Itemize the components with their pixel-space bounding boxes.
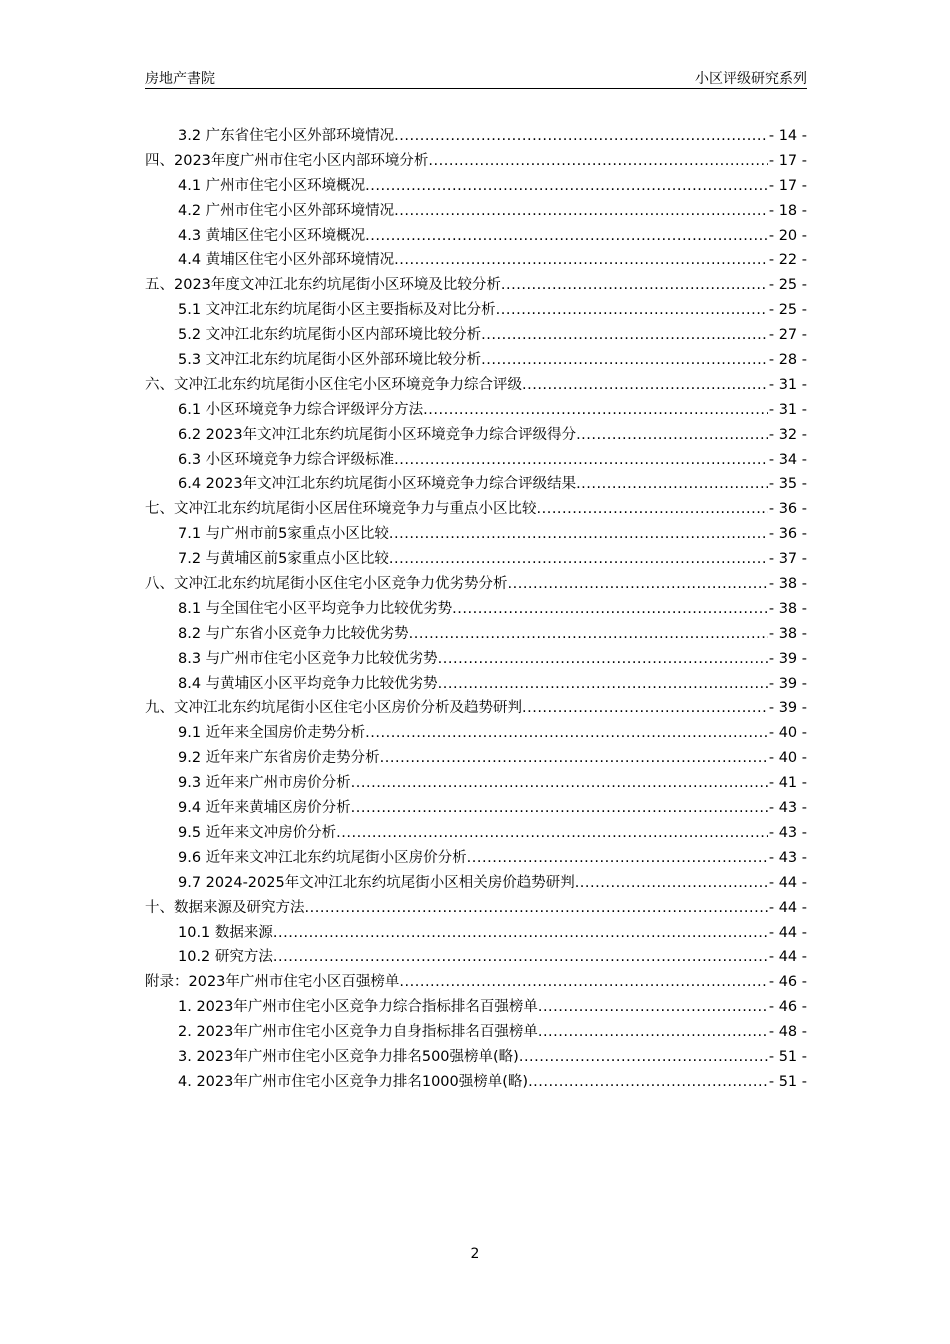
toc-entry-page: - 46 -: [768, 974, 807, 991]
toc-entry-page: - 43 -: [768, 800, 807, 817]
toc-entry-page: - 38 -: [768, 576, 807, 593]
toc-entry[interactable]: [145, 1020, 807, 1045]
toc-dot-leader: [496, 298, 768, 323]
toc-entry[interactable]: [145, 1070, 807, 1095]
toc-dot-leader: [528, 1070, 768, 1095]
toc-dot-leader: [501, 273, 768, 298]
toc-entry-title: 2. 2023年广州市住宅小区竞争力自身指标排名百强榜单: [178, 1024, 538, 1041]
toc-dot-leader: [467, 846, 768, 871]
toc-entry-page: - 43 -: [768, 824, 807, 841]
toc-entry-title: 4.4 黄埔区住宅小区外部环境情况: [178, 252, 395, 269]
toc-dot-leader: [365, 174, 768, 199]
header-series-title: 小区评级研究系列: [695, 71, 807, 87]
toc-entry-title: 10.1 数据来源: [178, 924, 273, 941]
toc-entry-title: 10.2 研究方法: [178, 949, 273, 966]
toc-entry-page: - 51 -: [768, 1073, 807, 1090]
toc-entry-page: - 20 -: [768, 227, 807, 244]
toc-entry-page: - 28 -: [768, 352, 807, 369]
toc-dot-leader: [428, 149, 767, 174]
toc-entry-page: - 38 -: [768, 600, 807, 617]
toc-entry-page: - 34 -: [768, 451, 807, 468]
toc-entry-title: 9.7 2024-2025年文冲江北东约坑尾街小区相关房价趋势研判: [178, 874, 575, 891]
toc-entry-page: - 44 -: [768, 949, 807, 966]
toc-entry[interactable]: [145, 522, 807, 547]
toc-entry[interactable]: [145, 373, 807, 398]
toc-entry-page: - 17 -: [768, 177, 807, 194]
toc-entry-page: - 18 -: [768, 202, 807, 219]
toc-entry-page: - 27 -: [768, 327, 807, 344]
toc-entry-title: 8.2 与广东省小区竞争力比较优劣势: [178, 625, 409, 642]
toc-entry-title: 附录：2023年广州市住宅小区百强榜单: [145, 974, 400, 991]
toc-dot-leader: [394, 448, 768, 473]
toc-dot-leader: [273, 945, 768, 970]
toc-entry-title: 9.3 近年来广州市房价分析: [178, 775, 351, 792]
toc-entry-title: 7.1 与广州市前5家重点小区比较: [178, 526, 389, 543]
toc-entry-title: 六、文冲江北东约坑尾街小区住宅小区环境竞争力综合评级: [145, 376, 522, 393]
toc-entry-page: - 38 -: [768, 625, 807, 642]
toc-entry[interactable]: [145, 846, 807, 871]
toc-entry[interactable]: [145, 497, 807, 522]
toc-entry-title: 5.3 文冲江北东约坑尾街小区外部环境比较分析: [178, 352, 482, 369]
toc-dot-leader: [423, 398, 768, 423]
toc-entry[interactable]: [145, 1045, 807, 1070]
toc-entry-page: - 40 -: [768, 750, 807, 767]
toc-entry-page: - 44 -: [768, 924, 807, 941]
toc-entry[interactable]: [145, 298, 807, 323]
toc-entry[interactable]: [145, 721, 807, 746]
toc-dot-leader: [351, 771, 768, 796]
toc-entry-page: - 37 -: [768, 551, 807, 568]
toc-dot-leader: [481, 323, 768, 348]
page-header: [145, 66, 807, 89]
toc-entry-page: - 25 -: [768, 302, 807, 319]
toc-dot-leader: [409, 622, 768, 647]
toc-entry-title: 四、2023年度广州市住宅小区内部环境分析: [145, 152, 429, 169]
toc-entry-page: - 32 -: [768, 426, 807, 443]
toc-entry-title: 九、文冲江北东约坑尾街小区住宅小区房价分析及趋势研判: [145, 700, 522, 717]
toc-entry-title: 3.2 广东省住宅小区外部环境情况: [178, 128, 395, 144]
toc-entry[interactable]: [145, 921, 807, 946]
toc-dot-leader: [438, 647, 768, 672]
toc-entry[interactable]: [145, 547, 807, 572]
toc-entry[interactable]: [145, 696, 807, 721]
toc-entry-page: - 25 -: [768, 277, 807, 294]
toc-dot-leader: [389, 547, 768, 572]
toc-entry-title: 4.2 广州市住宅小区外部环境情况: [178, 202, 395, 219]
toc-entry-page: - 44 -: [768, 899, 807, 916]
toc-entry-title: 7.2 与黄埔区前5家重点小区比较: [178, 551, 389, 568]
toc-entry[interactable]: [145, 647, 807, 672]
toc-dot-leader: [576, 472, 768, 497]
toc-entry-title: 八、文冲江北东约坑尾街小区住宅小区竞争力优劣势分析: [145, 576, 508, 593]
toc-entry-title: 十、数据来源及研究方法: [145, 899, 305, 916]
toc-dot-leader: [438, 672, 768, 697]
toc-entry-page: - 14 -: [768, 128, 807, 144]
toc-entry-page: - 46 -: [768, 999, 807, 1016]
toc-entry[interactable]: [145, 472, 807, 497]
toc-entry[interactable]: [145, 174, 807, 199]
toc-dot-leader: [394, 124, 768, 149]
toc-dot-leader: [351, 796, 768, 821]
toc-dot-leader: [394, 248, 768, 273]
toc-entry-title: 5.2 文冲江北东约坑尾街小区内部环境比较分析: [178, 327, 482, 344]
toc-entry-page: - 22 -: [768, 252, 807, 269]
header-publisher: 房地产書院: [145, 71, 215, 87]
toc-entry[interactable]: [145, 124, 807, 149]
toc-entry[interactable]: [145, 398, 807, 423]
toc-entry[interactable]: [145, 323, 807, 348]
toc-dot-leader: [389, 522, 768, 547]
toc-entry-title: 4. 2023年广州市住宅小区竞争力排名1000强榜单(略): [178, 1073, 529, 1090]
toc-entry[interactable]: [145, 348, 807, 373]
toc-entry-page: - 35 -: [768, 476, 807, 493]
toc-entry-title: 8.1 与全国住宅小区平均竞争力比较优劣势: [178, 600, 453, 617]
toc-dot-leader: [538, 1020, 768, 1045]
toc-entry[interactable]: [145, 448, 807, 473]
toc-entry-page: - 48 -: [768, 1024, 807, 1041]
toc-entry-page: - 40 -: [768, 725, 807, 742]
toc-entry[interactable]: [145, 995, 807, 1020]
toc-entry-title: 9.1 近年来全国房价走势分析: [178, 725, 366, 742]
toc-entry[interactable]: [145, 672, 807, 697]
toc-entry-page: - 31 -: [768, 401, 807, 418]
page-number: 2: [470, 1246, 480, 1262]
toc-dot-leader: [481, 348, 768, 373]
toc-dot-leader: [537, 497, 768, 522]
toc-entry-title: 3. 2023年广州市住宅小区竞争力排名500强榜单(略): [178, 1048, 519, 1065]
toc-entry[interactable]: [145, 796, 807, 821]
toc-entry-title: 4.3 黄埔区住宅小区环境概况: [178, 227, 366, 244]
toc-entry[interactable]: [145, 149, 807, 174]
toc-entry[interactable]: [145, 423, 807, 448]
toc-entry[interactable]: [145, 896, 807, 921]
toc-dot-leader: [380, 746, 768, 771]
toc-entry-page: - 41 -: [768, 775, 807, 792]
toc-entry-title: 9.2 近年来广东省房价走势分析: [178, 750, 380, 767]
toc-entry-title: 8.3 与广州市住宅小区竞争力比较优劣势: [178, 650, 438, 667]
toc-entry-title: 五、2023年度文冲江北东约坑尾街小区环境及比较分析: [145, 277, 501, 294]
toc-dot-leader: [508, 572, 768, 597]
toc-entry-title: 1. 2023年广州市住宅小区竞争力综合指标排名百强榜单: [178, 999, 538, 1016]
toc-entry[interactable]: [145, 821, 807, 846]
toc-dot-leader: [305, 896, 768, 921]
toc-dot-leader: [452, 597, 768, 622]
toc-entry[interactable]: [145, 771, 807, 796]
toc-entry-page: - 39 -: [768, 675, 807, 692]
toc-dot-leader: [394, 199, 768, 224]
toc-entry-title: 8.4 与黄埔区小区平均竞争力比较优劣势: [178, 675, 438, 692]
toc-entry[interactable]: [145, 224, 807, 249]
toc-dot-leader: [522, 373, 768, 398]
toc-entry-title: 6.4 2023年文冲江北东约坑尾街小区环境竞争力综合评级结果: [178, 476, 577, 493]
toc-dot-leader: [575, 871, 768, 896]
toc-entry[interactable]: [145, 273, 807, 298]
toc-entry-page: - 51 -: [768, 1048, 807, 1065]
toc-dot-leader: [273, 921, 768, 946]
toc-entry-page: - 39 -: [768, 700, 807, 717]
toc-entry[interactable]: [145, 199, 807, 224]
toc-entry[interactable]: [145, 572, 807, 597]
toc-entry[interactable]: [145, 622, 807, 647]
toc-dot-leader: [365, 224, 768, 249]
toc-entry-page: - 17 -: [768, 152, 807, 169]
toc-entry-page: - 44 -: [768, 874, 807, 891]
toc-entry-title: 七、文冲江北东约坑尾街小区居住环境竞争力与重点小区比较: [145, 501, 537, 518]
toc-dot-leader: [522, 696, 768, 721]
toc-dot-leader: [538, 995, 768, 1020]
table-of-contents: [145, 124, 807, 1095]
toc-entry-title: 4.1 广州市住宅小区环境概况: [178, 177, 366, 194]
toc-entry-title: 6.3 小区环境竞争力综合评级标准: [178, 451, 395, 468]
toc-entry-page: - 39 -: [768, 650, 807, 667]
toc-dot-leader: [336, 821, 768, 846]
toc-entry-page: - 36 -: [768, 526, 807, 543]
toc-dot-leader: [399, 970, 767, 995]
toc-entry-page: - 31 -: [768, 376, 807, 393]
toc-dot-leader: [365, 721, 768, 746]
toc-entry-title: 6.2 2023年文冲江北东约坑尾街小区环境竞争力综合评级得分: [178, 426, 577, 443]
toc-entry-title: 5.1 文冲江北东约坑尾街小区主要指标及对比分析: [178, 302, 496, 319]
toc-entry-title: 9.4 近年来黄埔区房价分析: [178, 800, 351, 817]
toc-entry[interactable]: [145, 248, 807, 273]
toc-entry[interactable]: [145, 746, 807, 771]
toc-entry-title: 9.6 近年来文冲江北东约坑尾街小区房价分析: [178, 849, 467, 866]
toc-entry-title: 9.5 近年来文冲房价分析: [178, 824, 337, 841]
toc-entry[interactable]: [145, 945, 807, 970]
toc-entry[interactable]: [145, 871, 807, 896]
toc-entry[interactable]: [145, 597, 807, 622]
toc-dot-leader: [519, 1045, 768, 1070]
toc-entry-page: - 36 -: [768, 501, 807, 518]
toc-entry-page: - 43 -: [768, 849, 807, 866]
toc-entry-title: 6.1 小区环境竞争力综合评级评分方法: [178, 401, 424, 418]
toc-dot-leader: [576, 423, 768, 448]
toc-entry[interactable]: [145, 970, 807, 995]
